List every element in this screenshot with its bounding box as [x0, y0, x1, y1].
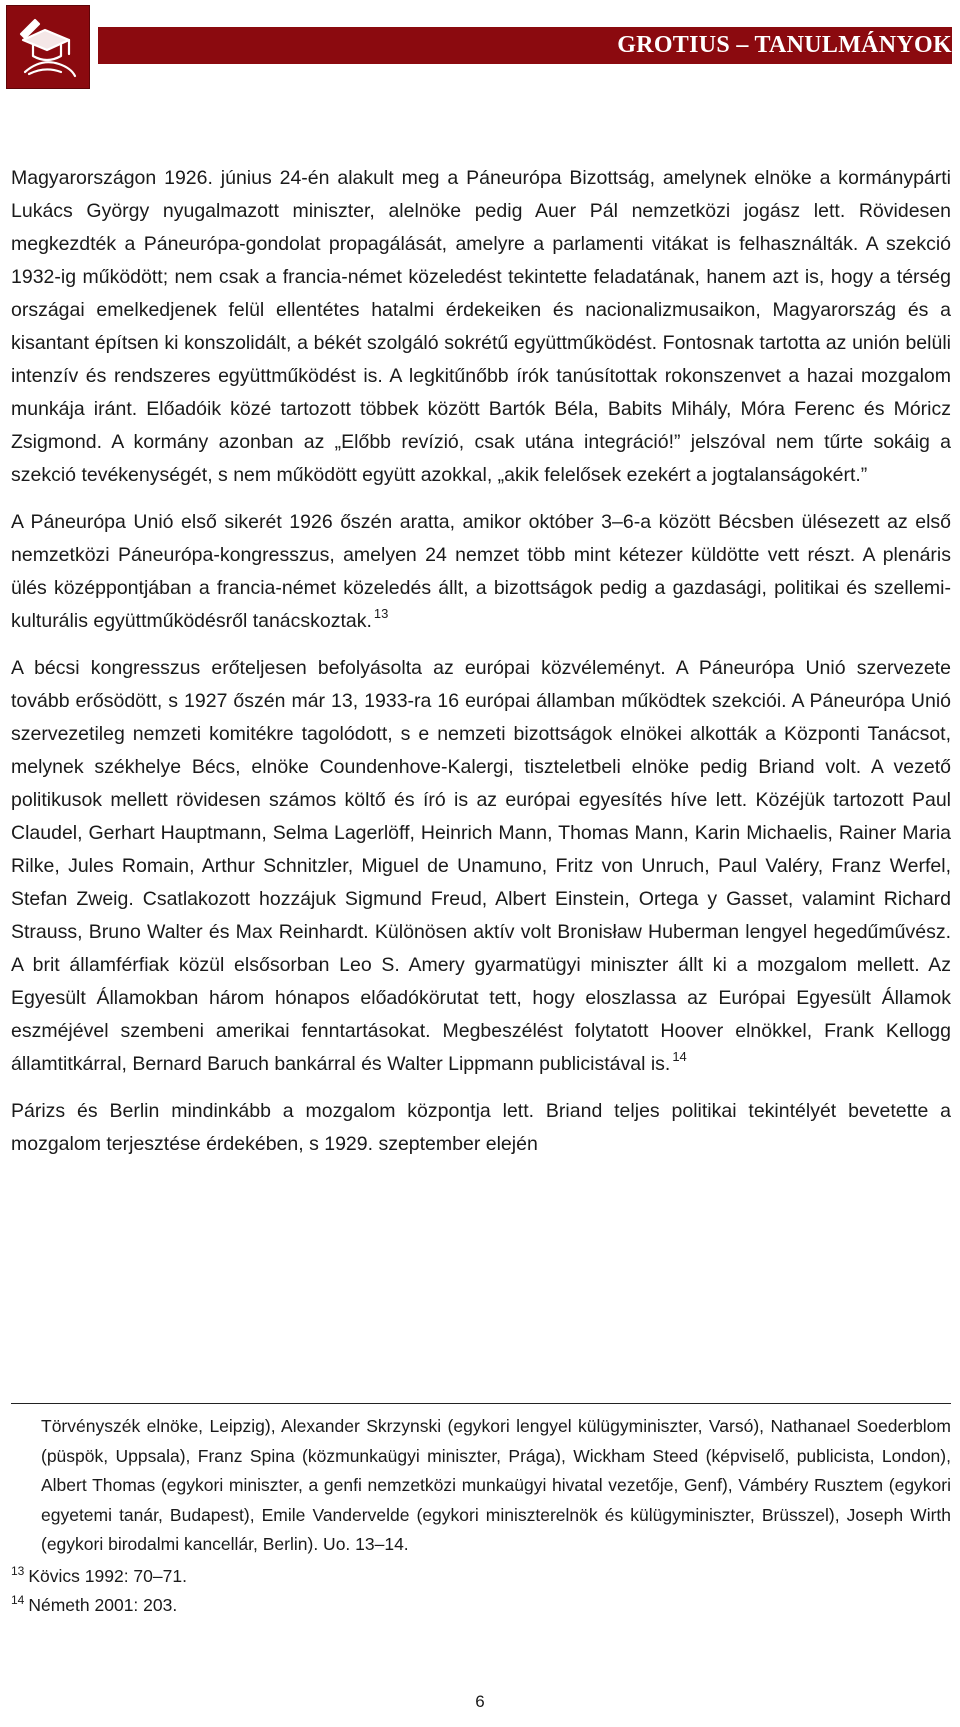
- footnote-number: 13: [11, 1563, 25, 1578]
- paragraph: [11, 1095, 951, 1161]
- footnote-continuation: Törvényszék elnöke, Leipzig), Alexander Skrzynski (egykori lengyel külügyminiszter, Varsó), Nathanael Soederblom (püspök, Uppsala), Franz Spina (közmunkaügyi miniszter, Prága), Wickham Steed (képviselő, publicista, London), Albert Thomas (egykori miniszter, a genfi nemzetközi munkaügyi hivatal vezetője, Genf), Vámbéry Rusztem (egykori egyetemi tanár, Budapest), Emile Vandervelde (egykori miniszterelnök és külügyminiszter, Brüsszel), Joseph Wirth (egykori birodalmi kancellár, Berlin). Uo. 13–14.: [41, 1416, 951, 1554]
- paragraph: [11, 506, 951, 638]
- footnote-divider: [11, 1403, 951, 1404]
- paragraph: [11, 652, 951, 1081]
- footnote-14: [11, 1591, 951, 1621]
- article-body: [11, 162, 951, 1175]
- footnote-reference[interactable]: 14: [672, 1049, 687, 1064]
- page-number: 6: [475, 1692, 485, 1711]
- footnote-text: Kövics 1992: 70–71.: [28, 1565, 187, 1586]
- journal-header: [6, 5, 952, 89]
- footnote-13: [11, 1562, 951, 1592]
- footnote-reference[interactable]: 13: [373, 606, 389, 621]
- journal-title: GROTIUS – TANULMÁNYOK: [617, 32, 952, 58]
- paragraph-text: A bécsi kongresszus erőteljesen befolyásolta az európai közvéleményt. A Páneurópa Unió szervezete tovább erősödött, s 1927 őszén már 13, 1933-ra 16 európai államban működtek szekciói. A Páneurópa Unió szervezetileg nemzeti komitékre tagolódott, s e nemzeti bizottságok elnökei alkották a Központi Tanácsot, melynek székhelye Bécs, elnöke Coundenhove-Kalergi, tiszteletbeli elnöke pedig Briand volt. A vezető politikusok mellett rövidesen számos költő és író is az európai egyesítés híve lett. Közéjük tartozott Paul Claudel, Gerhart Hauptmann, Selma Lagerlöff, Heinrich Mann, Thomas Mann, Karin Michaelis, Rainer Maria Rilke, Jules Romain, Arthur Schnitzler, Miguel de Unamuno, Fritz von Unruch, Paul Valéry, Franz Werfel, Stefan Zweig. Csatlakozott hozzájuk Sigmund Freud, Albert Einstein, Ortega y Gasset, valamint Richard Strauss, Bruno Walter és Max Reinhardt. Különösen aktív volt Bronisław Huberman lengyel hegedűművész. A brit államférfiak közül elsősorban Leo S. Amery gyarmatügyi miniszter állt ki a mozgalom mellett. Az Egyesült Államokban három hónapos előadókörutat tett, hogy eloszlassa az Európai Egyesült Államok eszméjével szembeni amerikai fenntartásokat. Megbeszélést folytatott Hoover elnökkel, Frank Kellogg államtitkárral, Bernard Baruch bankárral és Walter Lippmann publicistával is.: [11, 657, 951, 1075]
- paragraph-text: Magyarországon 1926. június 24-én alakult meg a Páneurópa Bizottság, amelynek elnöke a kormánypárti Lukács György nyugalmazott miniszter, alelnöke pedig Auer Pál nemzetközi jogász lett. Rövidesen megkezdték a Páneurópa-gondolat propagálását, amelyre a parlamenti vitákat is felhasználták. A szekció 1932-ig működött; nem csak a francia-német közeledést tekintette feladatának, hanem azt is, hogy a térség országai emelkedjenek felül ellentétes hatalmi érdekeiken és nacionalizmusaikon, Magyarország és a kisantant építsen ki konszolidált, a békét szolgáló sokrétű együttműködést. Fontosnak tartotta az unión belüli intenzív és rendszeres együttműködést is. A legkitűnőbb írók tanúsítottak rokonszenvet a hazai mozgalom munkája iránt. Előadóik közé tartozott többek között Bartók Béla, Babits Mihály, Móra Ferenc és Móricz Zsigmond. A kormány azonban az „Előbb revízió, csak utána integráció!” jelszóval nem tűrte sokáig a szekció tevékenységét, s nem működött együtt azokkal, „akik felelősek ezekért a jogtalanságokért.”: [11, 167, 951, 486]
- footnotes: [11, 1412, 951, 1621]
- paragraph-text: Párizs és Berlin mindinkább a mozgalom központja lett. Briand teljes politikai tekintélyét bevetette a mozgalom terjesztése érdekében, s 1929. szeptember elején: [11, 1100, 951, 1155]
- hat-and-quill-logo-icon: [6, 5, 90, 89]
- paragraph-text: A Páneurópa Unió első sikerét 1926 őszén aratta, amikor október 3–6-a között Bécsben ülésezett az első nemzetközi Páneurópa-kongresszus, amelyen 24 nemzet több mint kétezer küldötte vett részt. A plenáris ülés középpontjában a francia-német közeledés állt, a bizottságok pedig a gazdasági, politikai és szellemi-kulturális együttműködésről tanácskoztak.: [11, 511, 951, 632]
- footnote-text: Németh 2001: 203.: [28, 1595, 178, 1615]
- header-band: [98, 27, 952, 64]
- paragraph: [11, 162, 951, 492]
- footnote-number: 14: [11, 1593, 25, 1607]
